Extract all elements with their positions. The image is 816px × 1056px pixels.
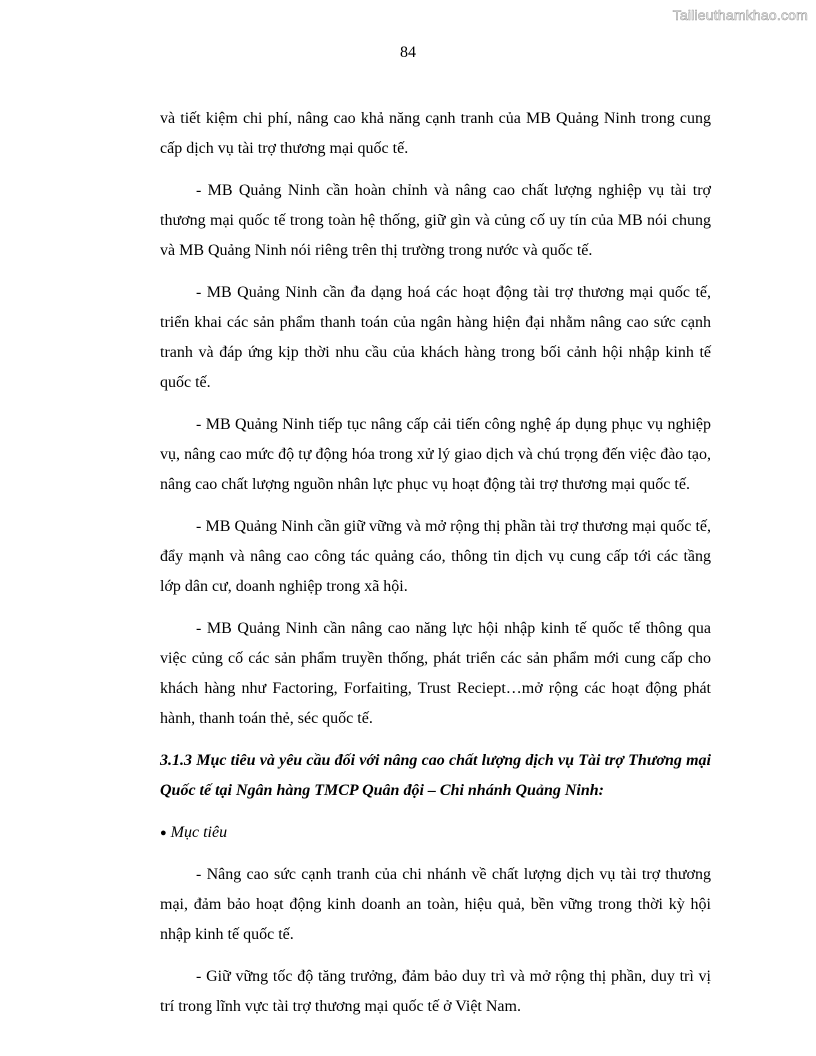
section-heading: 3.1.3 Mục tiêu và yêu cầu đối với nâng cao chất lượng dịch vụ Tài trợ Thương mại Quốc tế tại Ngân hàng TMCP Quân đội – Chi nhánh Quảng Ninh: [160,752,711,799]
bullet-item [160,818,711,848]
bullet-icon: ● [160,827,167,839]
document-body [160,104,711,1034]
bullet-label: Mục tiêu [170,824,228,841]
watermark: Tailieuthamkhao.com [672,7,808,23]
goal-paragraph: - Nâng cao sức cạnh tranh của chi nhánh về chất lượng dịch vụ tài trợ thương mại, đảm bảo hoạt động kinh doanh an toàn, hiệu quả, bền vững trong thời kỳ hội nhập kinh tế quốc tế. [160,866,711,943]
paragraph: - MB Quảng Ninh cần nâng cao năng lực hội nhập kinh tế quốc tế thông qua việc củng cố các sản phẩm truyền thống, phát triển các sản phẩm mới cung cấp cho khách hàng như Factoring, Forfaiting, Trust Reciept…mở rộng các hoạt động phát hành, thanh toán thẻ, séc quốc tế. [160,620,711,727]
paragraph: - MB Quảng Ninh cần hoàn chỉnh và nâng cao chất lượng nghiệp vụ tài trợ thương mại quốc tế trong toàn hệ thống, giữ gìn và củng cố uy tín của MB nói chung và MB Quảng Ninh nói riêng trên thị trường trong nước và quốc tế. [160,182,711,259]
paragraph: - MB Quảng Ninh cần đa dạng hoá các hoạt động tài trợ thương mại quốc tế, triển khai các sản phẩm thanh toán của ngân hàng hiện đại nhằm nâng cao sức cạnh tranh và đáp ứng kịp thời nhu cầu của khách hàng trong bối cảnh hội nhập kinh tế quốc tế. [160,284,711,391]
goal-paragraph: - Giữ vững tốc độ tăng trưởng, đảm bảo duy trì và mở rộng thị phần, duy trì vị trí trong lĩnh vực tài trợ thương mại quốc tế ở Việt Nam. [160,968,711,1015]
paragraph: - MB Quảng Ninh tiếp tục nâng cấp cải tiến công nghệ áp dụng phục vụ nghiệp vụ, nâng cao mức độ tự động hóa trong xử lý giao dịch và chú trọng đến việc đào tạo, nâng cao chất lượng nguồn nhân lực phục vụ hoạt động tài trợ thương mại quốc tế. [160,416,711,493]
page-number: 84 [400,44,416,61]
paragraph-continuation: và tiết kiệm chi phí, nâng cao khả năng cạnh tranh của MB Quảng Ninh trong cung cấp dịch vụ tài trợ thương mại quốc tế. [160,110,711,157]
paragraph: - MB Quảng Ninh cần giữ vững và mở rộng thị phần tài trợ thương mại quốc tế, đẩy mạnh và nâng cao công tác quảng cáo, thông tin dịch vụ cung cấp tới các tầng lớp dân cư, doanh nghiệp trong xã hội. [160,518,711,595]
